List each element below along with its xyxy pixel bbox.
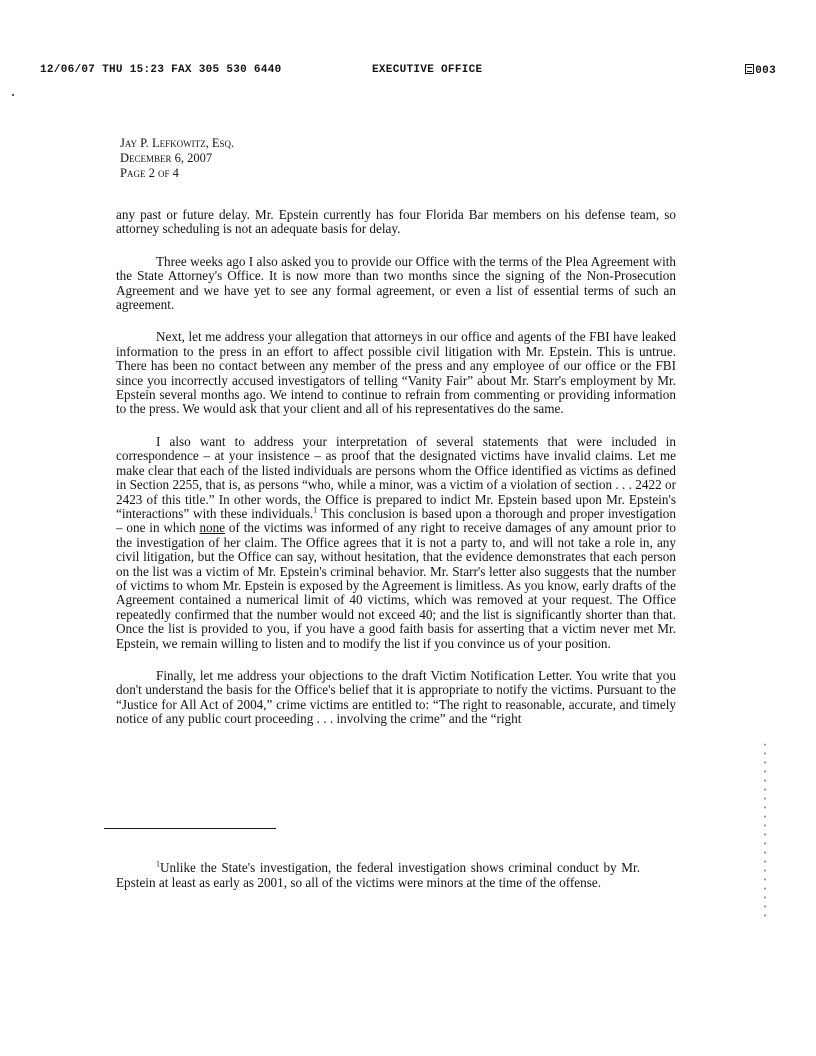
fax-page-icon [745, 64, 754, 74]
victims-text-part-3: of the victims was informed of any right to receive damages of any amount prior to the investigation of her claim. The Office agrees that it is not a party to, and will not take a role in, any civil litigation, but the Office can say, without hesitation, that the evidence demonstrates that each person on the list was a victim of Mr. Epstein's criminal behavior. Mr. Starr's letter also suggests that the number of victims to whom Mr. Epstein is exposed by the Agreement is limitless. As you know, early drafts of the Agreement contained a numerical limit of 40 victims, which was removed at your request. The Office repeatedly confirmed that the number would not exceed 40; and the list is significantly shorter than that. Once the list is provided to you, if you have a good faith basis for asserting that a victim never met Mr. Epstein, we remain willing to listen and to modify the list if you convince us of your position. [116, 520, 677, 651]
letter-date: December 6, 2007 [120, 151, 213, 165]
paragraph-plea-agreement: Three weeks ago I also asked you to provide our Office with the terms of the Plea Agreement with the State Attorney's Office. It is now more than two months since the signing of the Non-Prosecution Agreement and we have yet to see any formal agreement, or even a list of essential terms of such an agreement. [116, 253, 676, 313]
letter-body [116, 208, 676, 745]
paragraph-continuation: any past or future delay. Mr. Epstein currently has four Florida Bar members on his defense team, so attorney scheduling is not an adequate basis for delay. [116, 207, 676, 237]
footnote-divider [104, 828, 276, 829]
page-indicator: Page 2 of 4 [120, 166, 179, 180]
emphasis-none: none [199, 520, 226, 536]
fax-page-indicator [745, 64, 776, 77]
footnote-reference: 1 [313, 505, 318, 515]
paragraph-press-leak: Next, let me address your allegation that attorneys in our office and agents of the FBI have leaked information to the press in an effort to affect possible civil litigation with Mr. Epstein. This is untrue. There has been no contact between any member of the press and any employee of our office or the FBI since you incorrectly accused investigators of telling “Vanity Fair” about Mr. Starr's employment by Mr. Epstein several months ago. We intend to continue to refrain from commenting or providing information to the press. We would ask that your client and all of his representatives do the same. [116, 329, 676, 417]
footnote [116, 860, 640, 890]
addressee-name: Jay P. Lefkowitz, Esq. [120, 136, 235, 150]
footnote-marker: 1 [156, 859, 160, 869]
fax-header [40, 64, 776, 80]
victims-text-part-2: This conclusion is based upon a thorough and proper investigation – one in which [116, 505, 676, 536]
paragraph-victims [116, 435, 676, 651]
scan-speck [12, 94, 14, 96]
fax-datetime: 12/06/07 THU 15:23 FAX 305 530 6440 [40, 64, 282, 76]
letter-addressee-block [120, 136, 234, 181]
fax-department: EXECUTIVE OFFICE [372, 64, 483, 76]
footnote-text: Unlike the State's investigation, the federal investigation shows criminal conduct by Mr. Epstein at least as early as 2001, so all of the victims were minors at the time of the offense. [116, 860, 640, 890]
paragraph-notification-letter: Finally, let me address your objections to the draft Victim Notification Letter. You write that you don't understand the basis for the Office's belief that it is appropriate to notify the victims. Pursuant to the “Justice for All Act of 2004,” crime victims are entitled to: “The right to reasonable, accurate, and timely notice of any public court proceeding . . . involving the crime” and the “right [116, 667, 676, 727]
scan-edge-artifact [764, 740, 766, 920]
victims-text-part-1: I also want to address your interpretation of several statements that were included in correspondence – at your insistence – as proof that the designated victims have invalid claims. Let me make clear that each of the listed individuals are persons whom the Office identified as victims as defined in Section 2255, that is, as persons “who, while a minor, was a victim of a violation of section . . . 2422 or 2423 of this title.” In other words, the Office is prepared to indict Mr. Epstein based upon Mr. Epstein's “interactions” with these individuals. [116, 433, 676, 521]
fax-page-number: 003 [755, 65, 776, 77]
